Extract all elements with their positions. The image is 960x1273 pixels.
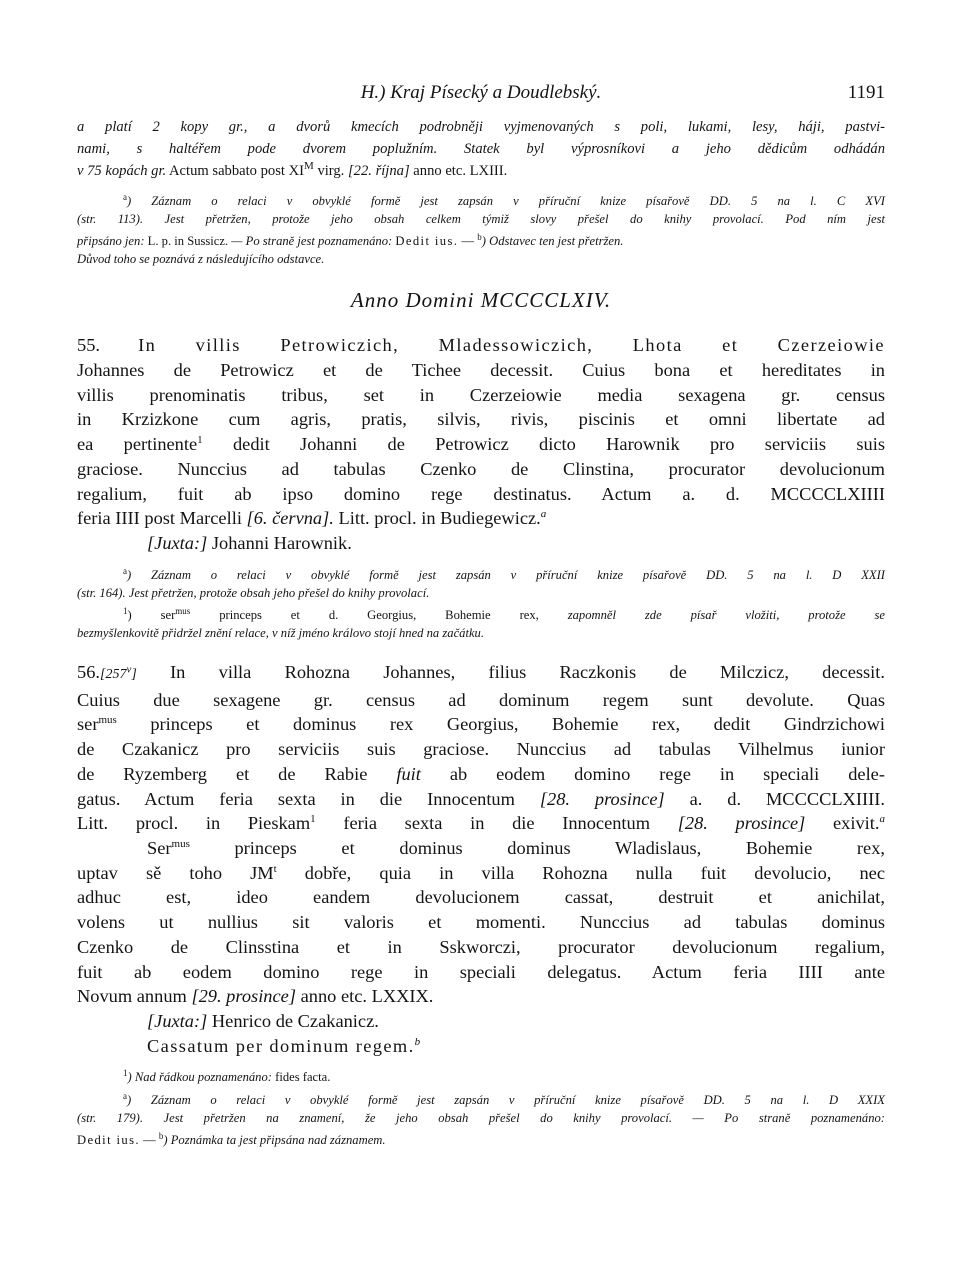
text-span: Litt. procl. in Budiegewicz. [338,508,541,529]
date-bracket: [29. prosince] [191,986,296,1007]
text-span: Novum annum [77,986,187,1007]
continued-line: nami, s haltéřem pode dvorem poplužním. Statek byl výprosníkovi a jeho dědicům odhádán [77,141,885,157]
entry-line: Johannes de Petrowicz et de Tichee decessit. Cuius bona et hereditates in [77,360,885,381]
page-number: 1191 [847,82,885,103]
footnotes-56 [77,1064,885,1149]
footnote-ref: b [414,1035,421,1048]
text-span: In villis Petrowiczich, Mladessowiczich, Lhota et Czerzeiowie [138,335,885,356]
text-span: gatus. Actum feria sexta in die Innocentum [77,788,515,809]
year-heading: Anno Domini MCCCCLXIV. [350,288,612,313]
date-bracket: [6. června]. [246,508,334,529]
text-span: fides facta. [275,1070,331,1085]
text-span: — [461,234,475,249]
entry-line: Cuius due sexagene gr. census ad dominum regem sunt devolute. Quas [77,689,885,710]
entry-line [77,660,885,688]
text-span: In villa Rohozna Johannes, filius Raczkonis de Milczicz, decessit. [170,662,885,683]
entry-line: in Krzizkone cum agris, pratis, silvis, rivis, piscinis et omni libertate ad [77,409,885,430]
footnote [77,562,885,584]
entry-line [77,1034,885,1059]
folio-text: ] [131,667,137,683]
text-span: fuit [396,763,421,784]
entry-line [77,836,885,861]
entry-56 [77,660,885,1149]
entry-number: 56. [77,662,100,683]
entry-55 [77,333,885,642]
continued-text [77,116,885,182]
text-span: Johanni Harownik. [211,533,352,553]
text-span: uptav sě toho JM [77,862,274,883]
text-span: Actum sabbato post XI [169,163,304,179]
text-span: připsáno jen: [77,234,145,249]
text-span: anno etc. LXIII. [413,163,508,179]
footnote-mark: 1 [123,605,128,616]
footnote-mark: b [477,232,482,243]
footnote-ref: a [879,813,885,826]
superscript: mus [98,714,117,727]
text-span: — [143,1132,156,1147]
text-span: zapomněl zde písař vložiti, protože se [567,608,885,623]
text-span: ) ser [127,608,176,623]
entry-line: villis prenominatis tribus, set in Czerzeiowie media sexagena gr. census [77,384,885,405]
footnote-line [77,228,885,250]
text-span: Henrico de Czakanicz. [211,1010,379,1031]
entry-line [77,762,885,787]
footnotes-top [77,188,885,268]
document-page [77,82,885,1149]
text-span: princeps et dominus rex Georgius, Bohemie rex, dedit Gindrzichowi [116,714,885,735]
footnote-line: (str. 179). Jest přetržen na znamení, že jeho obsah přešel do knihy provolací. — Po straně poznamenáno: [77,1110,885,1125]
juxta-label: [Juxta:] [147,533,208,553]
text-span: dedit Johanni de Petrowicz dicto Harownik pro serviciis suis [202,434,885,455]
superscript: mus [171,837,190,850]
superscript: M [304,160,314,173]
footnote-line: bezmyšlenkovitě přidržel znění relace, v níž jméno královo stojí hned na začátku. [77,626,484,641]
juxta-label: [Juxta:] [147,1010,208,1031]
entry-line: Czenko de Clinsstina et in Sskworczi, procurator devolucionum regalium, [77,936,885,957]
entry-line [77,1009,885,1034]
footnote-line: (str. 164). Jest přetržen, protože obsah jeho přešel do knihy provolací. [77,585,430,600]
date-bracket: [22. října] [348,163,410,179]
entry-line [77,333,885,358]
footnote-ref: 1 [310,813,316,826]
footnote [77,188,885,210]
entry-line [77,531,885,556]
entry-line [77,712,885,737]
footnote-text: ) Záznam o relaci v obvyklé formě jest zapsán v příruční knize písařově DD. 5 na l. C XVI [127,194,885,209]
text-span: a. d. MCCCCLXIIII. [689,788,885,809]
text-span: virg. [317,163,345,179]
entry-number: 55. [77,335,100,356]
entry-line [77,787,885,812]
folio-text: [257 [100,667,127,683]
entry-line [77,506,885,531]
text-span: ea pertinente [77,434,198,455]
footnote-text: ) Záznam o relaci v obvyklé formě jest zapsán v příruční knize písařově DD. 5 na l. D XXIX [127,1092,885,1107]
running-title: H.) Kraj Písecký a Doudlebský. [360,82,602,103]
footnote-mark: a [123,565,127,576]
superscript: v [126,663,132,676]
text-span: L. p. in Sussicz. [147,234,229,249]
entry-line: de Czakanicz pro serviciis suis graciose. Nunccius ad tabulas Vilhelmus iunior [77,739,885,760]
footnote [77,1087,885,1109]
superscript: mus [175,605,191,616]
entry-line: graciose. Nunccius ad tabulas Czenko de Clinstina, procurator devolucionum [77,458,885,479]
entry-line: regalium, fuit ab ipso domino rege destinatus. Actum a. d. MCCCCLXIIII [77,483,885,504]
footnote-mark: b [158,1130,164,1141]
text-span: princeps et dominus dominus Wladislaus, Bohemie rex, [189,838,885,858]
text-span: exivit. [833,813,880,834]
footnote-ref: a [540,508,547,521]
text-span: Dedit ius. [77,1132,140,1147]
text-span: ) Poznámka ta jest připsána nad záznamem. [163,1132,386,1147]
continued-line: a platí 2 kopy gr., a dvorů kmecích podrobněji vyjmenovaných s poli, lukami, lesy, háji, pastvi- [77,119,885,135]
superscript: t [273,862,277,875]
text-span: ) Odstavec ten jest přetržen. [481,234,624,249]
footnote-text: ) Nad řádkou poznamenáno: [127,1070,272,1085]
text-span: princeps et d. Georgius, Bohemie rex, [190,608,539,623]
entry-line [77,984,885,1009]
entry-line [77,861,885,886]
text-span: dobře, quia in villa Rohozna nulla fuit devolucio, nec [276,862,885,883]
text-span: feria IIII post Marcelli [77,508,242,529]
cassatum-text: Cassatum per dominum regem. [147,1035,415,1056]
date-bracket: [28. prosince] [677,813,806,834]
footnote-mark: a [123,1090,127,1101]
text-span: anno etc. LXXIX. [300,986,434,1007]
text-span: ser [77,714,99,735]
entry-line: fuit ab eodem domino rege in speciali delegatus. Actum feria IIII ante [77,961,885,982]
text-span: Dedit ius. [395,234,459,249]
text-span: Litt. procl. in Pieskam [77,813,311,834]
entry-line [77,432,885,457]
date-bracket: [28. prosince] [539,788,665,809]
folio-mark [100,663,137,683]
footnotes-55 [77,562,885,642]
footnote-text: ) Záznam o relaci v obvyklé formě jest zapsán v příruční knize písařově DD. 5 na l. D XXII [127,567,885,582]
footnote-ref: 1 [197,434,203,447]
text-span: feria sexta in die Innocentum [315,813,651,834]
text-span: v 75 kopách gr. [77,163,167,179]
footnote-mark: a [123,192,127,202]
footnote-line: Důvod toho se poznává z následujícího odstavce. [77,252,325,267]
continued-line [77,160,885,182]
footnote-line: (str. 113). Jest přetržen, protože jeho obsah celkem týmiž slovy přešel do knihy provolací. Pod ním jest [77,212,885,227]
entry-line [77,811,885,836]
footnote-line [77,1127,885,1149]
text-span: de Ryzemberg et de Rabie [77,763,368,784]
text-span: Ser [147,838,172,858]
footnote-mark: 1 [123,1068,128,1079]
footnote [77,1064,885,1086]
text-span: ab eodem domino rege in speciali dele- [449,763,885,784]
text-span: — Po straně jest poznamenáno: [231,234,393,249]
page-header [77,82,885,116]
footnote [77,602,885,624]
entry-line: volens ut nullius sit valoris et momenti. Nunccius ad tabulas dominus [77,912,885,933]
entry-line: adhuc est, ideo eandem devolucionem cassat, destruit et anichilat, [77,887,885,908]
